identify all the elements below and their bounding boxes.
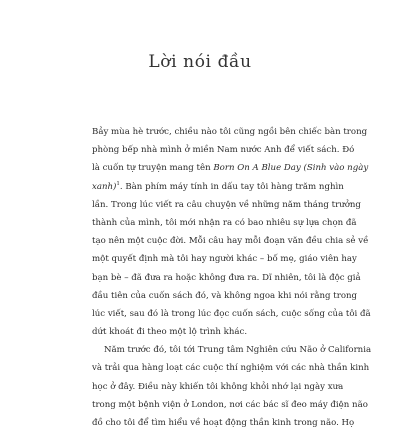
- paragraph1-line: thành của mình, tôi mới nhận ra có bao nhiêu sự lựa chọn đã: [92, 217, 357, 228]
- paragraph1-line: tạo nên một cuộc đời. Mỗi câu hay mỗi đoạn văn đều chia sẻ về: [92, 236, 369, 247]
- text-segment: . Bàn phím máy tính in dấu tay tôi hàng trăm nghìn: [119, 181, 344, 192]
- paragraph2-line: và trải qua hàng loạt các cuộc thí nghiệm với các nhà thần kinh: [92, 363, 370, 374]
- book-title-translation-end: xanh): [92, 181, 117, 192]
- paragraph1-line: dứt khoát đi theo một lộ trình khác.: [92, 327, 248, 338]
- paragraph1-line: lúc viết, sau đó là trong lúc đọc cuốn sách, cuộc sống của tôi đã: [92, 308, 371, 319]
- paragraph1-line: [92, 178, 344, 196]
- chapter-title: Lời nói đầu: [148, 52, 252, 72]
- book-title-translation: (Sinh vào ngày: [300, 163, 369, 174]
- body-text: [92, 123, 372, 432]
- text-segment: là cuốn tự truyện mang tên: [92, 163, 214, 174]
- paragraph1-line: đầu tiên của cuốn sách đó, và không ngoa khi nói rằng trong: [92, 290, 358, 301]
- paragraph2-line: Năm trước đó, tôi tới Trung tâm Nghiên cứu Não ở California: [104, 345, 372, 356]
- footnote-marker: 1: [116, 180, 120, 187]
- book-title: Born On A Blue Day: [213, 163, 301, 174]
- paragraph1-line: một quyết định mà tôi hay người khác – bố mẹ, giáo viên hay: [92, 254, 357, 265]
- paragraph1-line: lần. Trong lúc viết ra câu chuyện về những năm tháng trưởng: [92, 199, 361, 210]
- paragraph2-line: học ở đây. Điều này khiến tôi không khỏi nhớ lại ngày xưa: [92, 381, 344, 392]
- paragraph2-line: đồ cho tôi để tìm hiểu về hoạt động thần kinh trong não. Họ: [92, 418, 355, 428]
- paragraph1-line: Bảy mùa hè trước, chiều nào tôi cũng ngồi bên chiếc bàn trong: [92, 127, 368, 137]
- paragraph1-line: phòng bếp nhà mình ở miền Nam nước Anh để viết sách. Đó: [92, 145, 355, 156]
- paragraph1-line: bạn bè – đã đưa ra hoặc không đưa ra. Dĩ nhiên, tôi là độc giả: [92, 272, 361, 283]
- paragraph2-line: trong một bệnh viện ở London, nơi các bác sĩ đeo máy điện não: [92, 399, 368, 410]
- paragraph1-line: [92, 159, 369, 177]
